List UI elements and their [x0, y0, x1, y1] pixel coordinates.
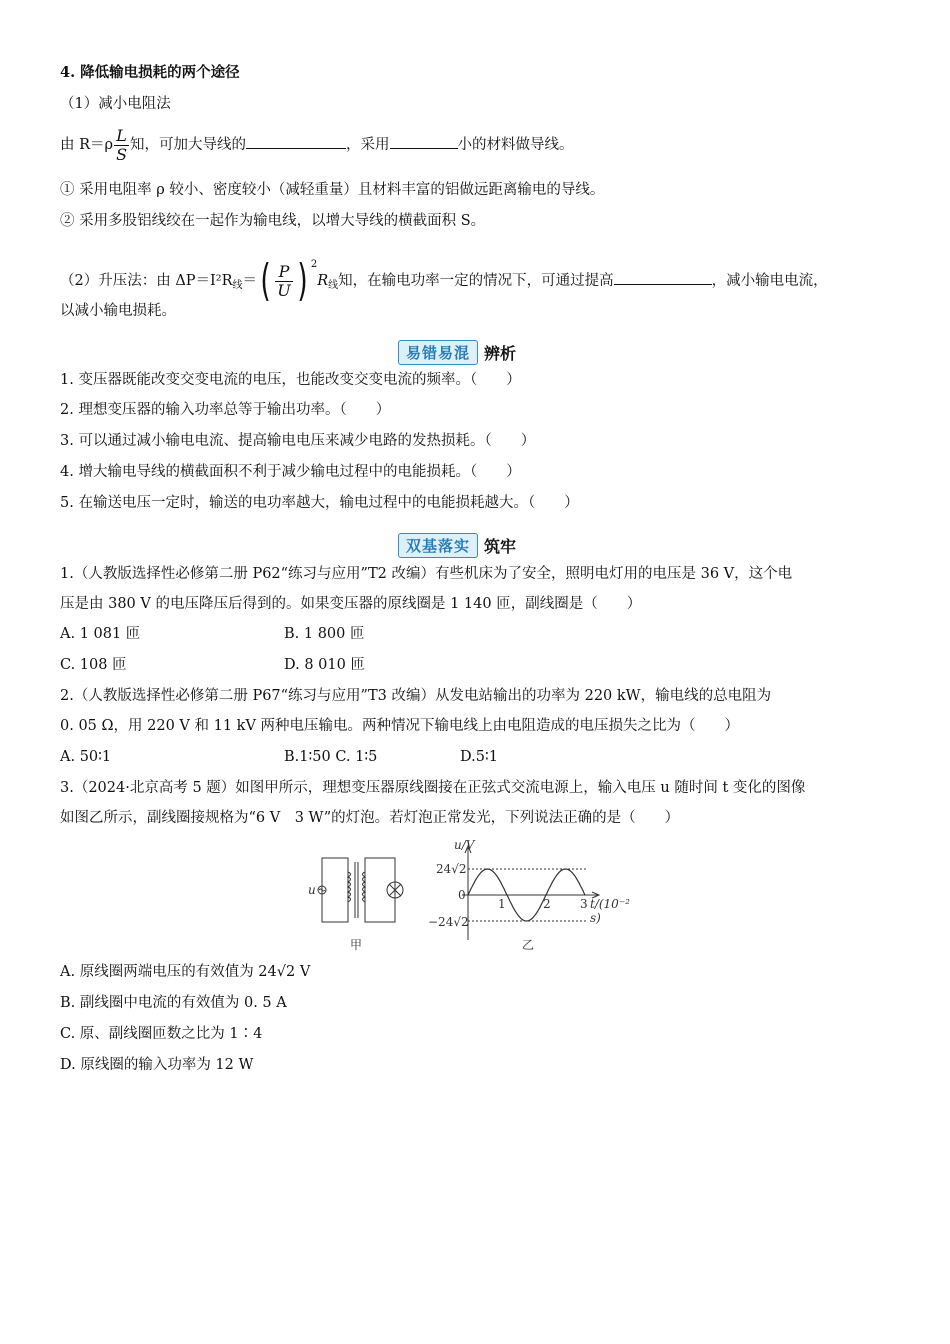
y-tick-bottom: −24√2	[428, 915, 469, 929]
subscript-line2: 线	[328, 280, 339, 291]
subscript-line1: 线	[232, 280, 243, 291]
q3-line1: 3.（2024·北京高考 5 题）如图甲所示，理想变压器原线圈接在正弦式交流电源上，输入电压 u 随时间 t 变化的图像	[60, 780, 806, 796]
q3-option-d[interactable]: D. 原线圈的输入功率为 12 W	[60, 1057, 254, 1073]
badge-word: 辨析	[484, 343, 517, 363]
q2-line1: 2.（人教版选择性必修第二册 P67“练习与应用”T3 改编）从发电站输出的功率为 220 kW，输电线的总电阻为	[60, 688, 772, 704]
answer-blank-1[interactable]	[246, 134, 346, 149]
voltage-time-chart	[422, 840, 772, 950]
superscript-2: 2	[310, 259, 318, 270]
judge-item-3: 3. 可以通过减小输电电流、提高输电电压来减少电路的发热损耗。（ ）	[60, 433, 536, 449]
q2-option-d[interactable]: D.5∶1	[460, 749, 498, 765]
transformer-circuit-diagram	[300, 850, 420, 930]
badge-tag: 易错易混	[398, 340, 478, 365]
fraction-numerator: L	[114, 127, 129, 146]
q1-option-b[interactable]: B. 1 800 匝	[284, 626, 365, 642]
fraction-numerator-p: P	[275, 263, 292, 282]
method1-formula-line	[60, 126, 574, 164]
fraction-l-over-s	[114, 127, 129, 164]
badge-basics	[398, 533, 516, 557]
source-u-label: u	[308, 883, 316, 897]
q3-option-c[interactable]: C. 原、副线圈匝数之比为 1∶4	[60, 1026, 263, 1042]
fraction-denominator: S	[116, 144, 128, 164]
q3-line2: 如图乙所示，副线圈接规格为“6 V 3 W”的灯泡。若灯泡正常发光，下列说法正确的是（ ）	[60, 810, 680, 826]
resistance-r: R	[317, 273, 329, 289]
left-paren: (	[260, 255, 271, 306]
method2-line2: 以减小输电损耗。	[60, 303, 176, 319]
formula-end: 小的材料做导线。	[457, 137, 574, 153]
section-title: 4. 降低输电损耗的两个途径	[60, 64, 240, 81]
method1-title: （1）减小电阻法	[60, 96, 171, 112]
answer-blank-2[interactable]	[390, 134, 458, 149]
q3-option-a[interactable]: A. 原线圈两端电压的有效值为 24√2 V	[60, 964, 311, 980]
judge-item-2: 2. 理想变压器的输入功率总等于输出功率。（ ）	[60, 402, 391, 418]
figure-label-jia: 甲	[350, 938, 363, 952]
method2-line	[60, 242, 828, 309]
q1-option-c[interactable]: C. 108 匝	[60, 657, 127, 673]
judge-item-1: 1. 变压器既能改变交变电流的电压，也能改变交变电流的频率。（ ）	[60, 372, 521, 388]
method2-mid: 知，在输电功率一定的情况下，可通过提高	[338, 273, 614, 289]
q2-line2: 0. 05 Ω，用 220 V 和 11 kV 两种电压输电。两种情况下输电线上由电阻造成的电压损失之比为（ ）	[60, 718, 740, 734]
q2-option-bc[interactable]: B.1∶50 C. 1∶5	[284, 749, 378, 765]
q1-option-a[interactable]: A. 1 081 匝	[60, 626, 141, 642]
judge-item-4: 4. 增大输电导线的横截面积不利于减少输电过程中的电能损耗。（ ）	[60, 464, 521, 480]
judge-item-5: 5. 在输送电压一定时，输送的电功率越大，输电过程中的电能损耗越大。（ ）	[60, 495, 579, 511]
badge-error-prone	[398, 340, 516, 364]
figure-label-yi: 乙	[522, 938, 535, 952]
badge-tag: 双基落实	[398, 533, 478, 558]
chart-axes	[462, 846, 599, 940]
x-axis-label: t/(10⁻² s)	[590, 897, 630, 925]
y-tick-zero: 0	[458, 888, 466, 902]
q3-option-b[interactable]: B. 副线圈中电流的有效值为 0. 5 A	[60, 995, 287, 1011]
fraction-denominator-u: U	[277, 280, 291, 300]
x-tick-2: 2	[543, 897, 551, 911]
x-tick-3: 3	[580, 897, 588, 911]
q2-option-a[interactable]: A. 50∶1	[60, 749, 112, 765]
y-tick-top: 24√2	[436, 862, 467, 876]
q1-line1: 1.（人教版选择性必修第二册 P62“练习与应用”T2 改编）有些机床为了安全，照明电灯用的电压是 36 V，这个电	[60, 566, 793, 582]
answer-blank-3[interactable]	[614, 270, 712, 285]
formula-mid2: ，采用	[346, 137, 390, 153]
q1-line2: 压是由 380 V 的电压降压后得到的。如果变压器的原线圈是 1 140 匝，副线圈是（ ）	[60, 596, 642, 612]
y-axis-label: u/V	[454, 838, 475, 852]
fraction-p-over-u	[275, 263, 292, 300]
method1-point1: ① 采用电阻率 ρ 较小、密度较小（减轻重量）且材料丰富的铝做远距离输电的导线。	[60, 182, 605, 198]
method2-prefix: （2）升压法：由 ΔP＝I²R	[60, 273, 233, 289]
x-tick-1: 1	[498, 897, 506, 911]
method2-eq: ＝	[242, 273, 258, 289]
formula-mid: 知，可加大导线的	[130, 137, 247, 153]
q1-option-d[interactable]: D. 8 010 匝	[284, 657, 365, 673]
right-paren: )	[297, 255, 308, 306]
method2-end: ，减小输电电流，	[711, 273, 828, 289]
formula-prefix: 由 R＝ρ	[60, 137, 114, 153]
badge-word: 筑牢	[484, 536, 517, 556]
method1-point2: ② 采用多股铝线绞在一起作为输电线，以增大导线的横截面积 S。	[60, 213, 486, 229]
